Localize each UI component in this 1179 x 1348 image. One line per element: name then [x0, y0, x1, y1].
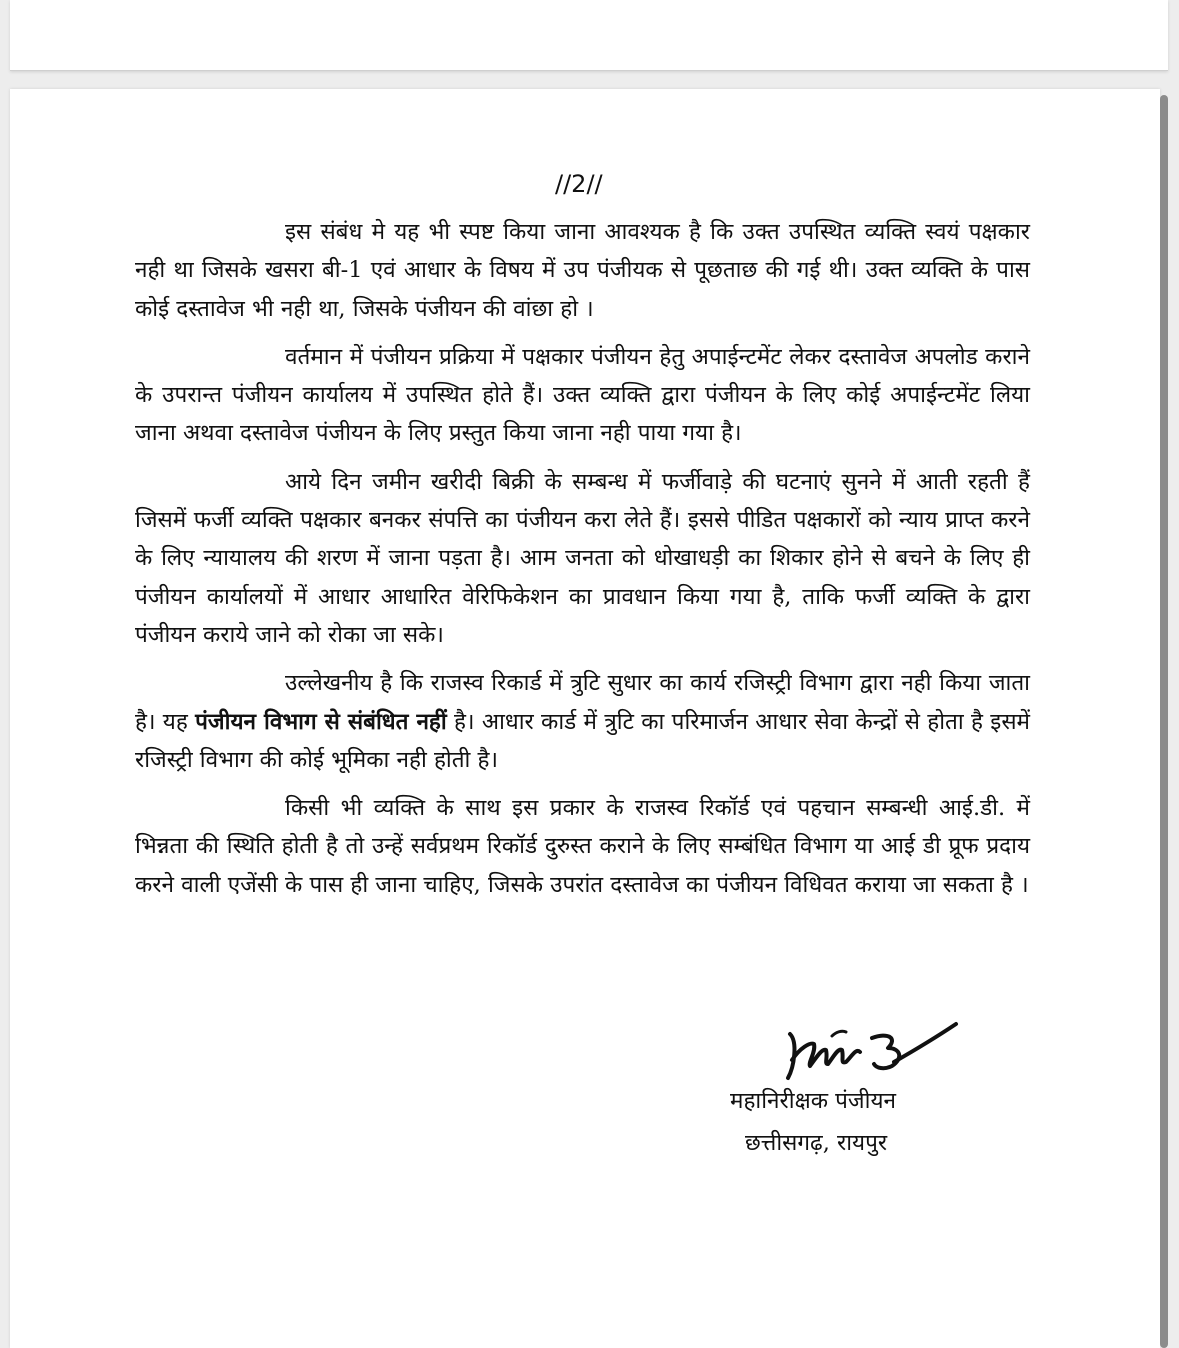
signatory-block [730, 1080, 896, 1164]
paragraph-4 [135, 664, 1030, 779]
paragraph-4-start: उल्लेखनीय है कि राजस्व रिकार्ड में त्रुटि सुधार का कार्य रजिस्ट्री विभाग द्वारा नही किया जाता है। यह [135, 670, 1030, 735]
signatory-designation: महानिरीक्षक पंजीयन [730, 1088, 896, 1114]
vertical-scrollbar[interactable] [1160, 95, 1168, 1348]
signatory-office: छत्तीसगढ़, रायपुर [745, 1130, 888, 1156]
page-number: //2// [555, 170, 603, 198]
paragraph-5: किसी भी व्यक्ति के साथ इस प्रकार के राजस्व रिकॉर्ड एवं पहचान सम्बन्धी आई.डी. में भिन्नता की स्थिति होती है तो उन्हें सर्वप्रथम रिकॉर्ड दुरुस्त कराने के लिए सम्बंधित विभाग या आई डी प्रूफ प्रदाय करने वाली एजेंसी के पास ही जाना चाहिए, जिसके उपरांत दस्तावेज का पंजीयन विधिवत कराया जा सकता है । [135, 795, 1030, 898]
letter-body [135, 213, 1030, 904]
previous-page-edge [10, 0, 1168, 71]
paragraph-4-emphasis: पंजीयन विभाग से संबंधित नहीं [195, 708, 447, 735]
paragraph-2: वर्तमान में पंजीयन प्रक्रिया में पक्षकार पंजीयन हेतु अपाईन्टमेंट लेकर दस्तावेज अपलोड कराने के उपरान्त पंजीयन कार्यालय में उपस्थित होते हैं। उक्त व्यक्ति द्वारा पंजीयन के लिए कोई अपाईन्टमेंट लिया जाना अथवा दस्तावेज पंजीयन के लिए प्रस्तुत किया जाना नही पाया गया है। [135, 343, 1030, 447]
paragraph-1: इस संबंध मे यह भी स्पष्ट किया जाना आवश्यक है कि उक्त उपस्थित व्यक्ति स्वयं पक्षकार नही था जिसके खसरा बी-1 एवं आधार के विषय में उप पंजीयक से पूछताछ की गई थी। उक्त व्यक्ति के पास कोई दस्तावेज भी नही था, जिसके पंजीयन की वांछा हो । [135, 219, 1030, 322]
paragraph-4-end: है। आधार कार्ड में त्रुटि का परिमार्जन आधार सेवा केन्द्रों से होता है इसमें रजिस्ट्री विभाग की कोई भूमिका नही होती है। [135, 708, 1030, 773]
paragraph-3: आये दिन जमीन खरीदी बिक्री के सम्बन्ध में फर्जीवाड़े की घटनाएं सुनने में आती रहती हैं जिसमें फर्जी व्यक्ति पक्षकार बनकर संपत्ति का पंजीयन करा लेते हैं। इससे पीडित पक्षकारों को न्याय प्राप्त करने के लिए न्यायालय की शरण में जाना पड़ता है। आम जनता को धोखाधड़ी का शिकार होने से बचने के लिए ही पंजीयन कार्यालयों में आधार आधारित वेरिफिकेशन का प्रावधान किया गया है, ताकि फर्जी व्यक्ति के द्वारा पंजीयन कराये जाने को रोका जा सके। [135, 468, 1030, 648]
